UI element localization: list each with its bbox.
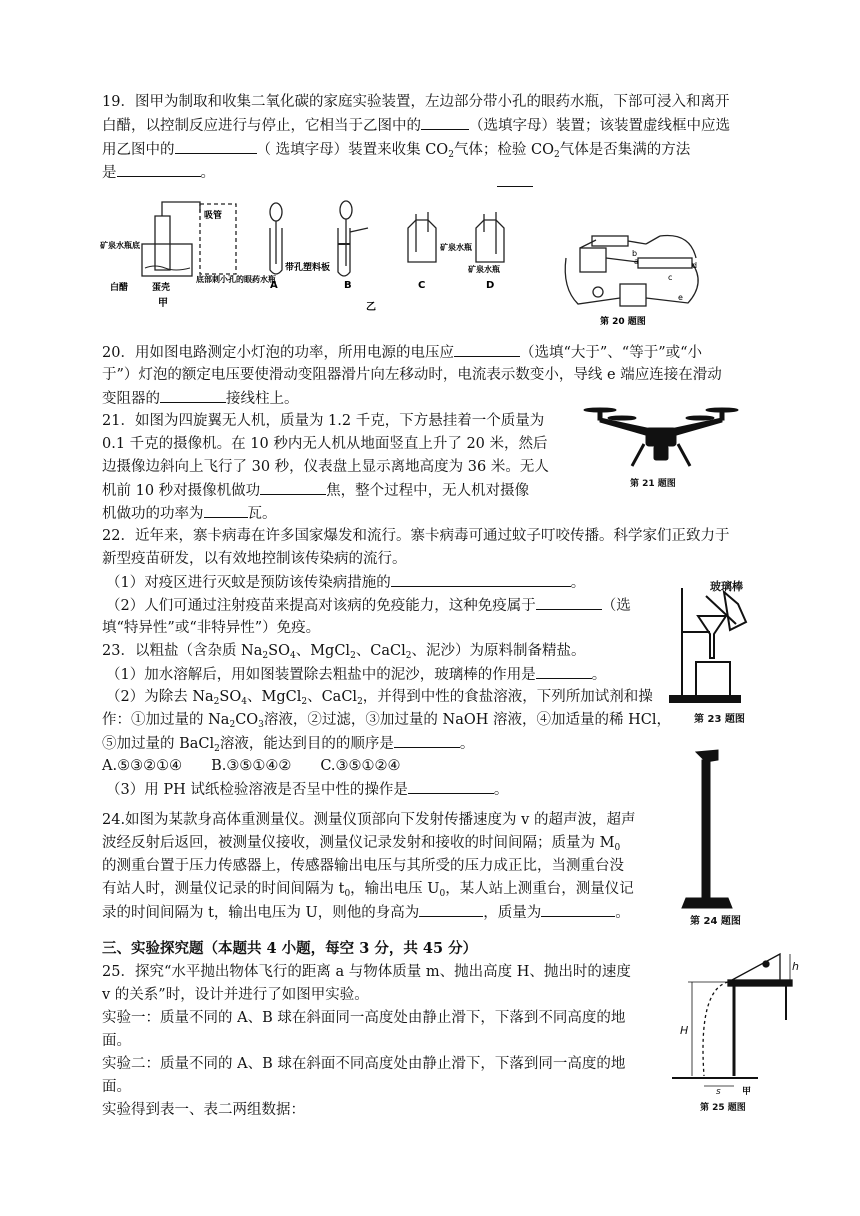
answer-blank[interactable] [260,480,326,495]
rheostat [638,258,692,268]
q21-line2: 0.1 千克的摄像机。在 10 秒内无人机从地面竖直上升了 20 米，然后 [102,436,548,452]
q20-line2: 于”）灯泡的额定电压要使滑动变阻器滑片向左移动时，电流表示数变小，导线 e 端应连接在滑动 [102,367,722,383]
q21-line1: 21．如图为四旋翼无人机，质量为 1.2 千克，下方悬挂着一个质量为 [102,413,545,429]
figure-23 [666,578,766,728]
q23-text: 、泥沙）为原料制备精盐。 [411,643,586,659]
voltmeter [620,284,646,306]
q19-text: 是 [102,165,117,181]
answer-blank[interactable] [454,342,520,357]
ball [763,961,769,967]
q24-text: ，输出电压 U [350,881,440,897]
answer-blank[interactable] [421,115,469,130]
q19-line2 [102,115,730,136]
label-B: B [344,280,352,291]
figure-20 [560,228,710,328]
subscript: 2 [350,651,356,661]
q22-line4 [106,595,631,616]
q19-line3 [102,139,690,160]
q21-line5 [102,503,277,524]
q19-text: 。 [200,165,215,181]
q25-line6: 面。 [102,1079,131,1095]
answer-blank[interactable] [394,733,460,748]
subscript: 0 [344,889,351,899]
answer-blank[interactable] [391,572,571,587]
q23-text: ，并得到中性的食盐溶液，下列所加试剂和操 [362,689,653,705]
q23-line5 [102,733,474,754]
ammeter [580,248,606,272]
q24-text: 有站人时，测量仪记录的时间间隔为 t [102,881,345,897]
switch [646,236,660,244]
stray-underline [497,186,533,187]
q23-line2 [106,664,606,685]
caption-25: 第 25 题图 [700,1103,746,1113]
q19-line4 [102,162,215,183]
q23-text: 、MgCl [295,643,351,659]
label-c: c [668,273,673,282]
figure-25 [668,950,798,1116]
q19-line1: 19．图甲为制取和收集二氧化碳的家庭实验装置，左边部分带小孔的眼药水瓶，下部可浸入和离开 [102,94,730,110]
label-kqsp1: 矿泉水瓶 [440,243,472,252]
caption-24: 第 24 题图 [690,916,741,927]
q22-text: （选 [601,598,631,614]
subscript: 2 [554,150,560,160]
q20-line3 [102,388,299,409]
q23-text: （2）为除去 Na [106,689,214,705]
q22-text: （1）对疫区进行灭蚊是预防该传染病措施的 [106,575,391,591]
q24-text: 。 [615,905,630,921]
bottle-D [476,220,504,262]
dropper-bottle [155,216,170,270]
q22-text: （2）人们可通过注射疫苗来提高对该病的免疫能力，这种免疫属于 [106,598,536,614]
subscript: 2 [214,744,220,754]
q19-text: 用乙图中的 [102,142,175,158]
q21-text: 瓦。 [247,506,277,522]
label-baicu: 白醋 [110,283,129,293]
label-d: d [692,261,698,270]
q23-options: A.⑤③②①④ B.③⑤①④② C.③⑤①②④ [102,758,401,774]
label-a: a [634,257,639,266]
q22-line3 [106,572,585,593]
q23-text: 、CaCl [307,689,358,705]
q25-line5: 实验二：质量不同的 A、B 球在斜面不同高度处由静止滑下，下落到同一高度的地 [102,1056,626,1072]
label-s: s [716,1087,721,1097]
q23-text: （3）用 PH 试纸检验溶液是否呈中性的操作是 [106,782,408,798]
answer-blank[interactable] [536,595,602,610]
q23-text: CO [235,712,259,728]
label-A: A [270,280,278,291]
q23-text: 、MgCl [246,689,302,705]
beaker [696,662,730,696]
label-dksl: 带孔塑料板 [285,263,331,273]
meter-base [682,898,732,908]
q23-line7 [106,779,508,800]
label-D: D [486,280,495,291]
subscript: 2 [448,150,454,160]
q24-line2 [102,833,620,853]
q20-text: （选填“大于”、“等于”或“小 [519,345,703,361]
q24-line4 [102,879,634,899]
q20-text: 变阻器的 [102,391,160,407]
label-ydxk: 底部刺小孔的眼药水瓶 [196,275,276,284]
label-jia: 甲 [158,298,168,309]
funnel [698,616,726,658]
figure-21-drone [586,400,736,492]
caption-21: 第 21 题图 [630,479,676,489]
answer-blank[interactable] [117,162,201,177]
subscript: 0 [614,843,621,853]
q23-text: 溶液，②过滤，③加过量的 NaOH 溶液，④加适量的稀 HCl， [263,712,671,728]
q25-line2: v 的关系”时，设计并进行了如图甲实验。 [102,987,369,1003]
subscript: 2 [262,651,269,661]
label-e: e [678,293,683,302]
q23-text: 。 [591,667,607,683]
meter-pole [702,760,710,900]
q20-text: 20．用如图电路测定小灯泡的功率，所用电源的电压应 [102,345,454,361]
subscript: 3 [258,720,264,730]
label-C: C [418,280,426,291]
bulb [593,287,603,297]
q20-text: 接线柱上。 [226,391,299,407]
q23-text: 23．以粗盐（含杂质 Na [102,643,263,659]
bottle-C [408,220,436,262]
subscript: 2 [229,720,236,730]
answer-blank[interactable] [541,902,615,917]
subscript: 2 [405,651,412,661]
q19-text: 气体是否集满的方法 [559,142,691,158]
answer-blank[interactable] [408,779,494,794]
label-kqsp2: 矿泉水瓶 [468,265,500,274]
q21-text: 机做功的功率为 [102,506,204,522]
q22-line5: 填“特异性”或“非特异性”）免疫。 [102,620,321,636]
caption-20: 第 20 题图 [600,317,646,327]
q24-text: 波经反射后返回，被测量仪接收，测量仪记录发射和接收的时间间隔；质量为 M [102,835,615,851]
q23-text: SO [268,643,290,659]
q24-text: ，某人站上测重台，测量仪记 [445,881,634,897]
q23-text: SO [219,689,242,705]
q24-line3: 的测重台置于压力传感器上，传感器输出电压与其所受的压力成正比，当测重台没 [102,858,624,874]
q22-text: 。 [570,575,586,591]
q19-text: 气体；检验 CO [453,142,555,158]
q25-line4: 面。 [102,1033,131,1049]
answer-blank[interactable] [175,139,257,154]
q21-text: 机前 10 秒对摄像机做功 [102,483,261,499]
label-H: H [680,1024,689,1037]
label-xipguan: 吸管 [204,211,223,221]
q23-text: 作：①加过量的 Na [102,712,230,728]
label-glass-rod: 玻璃棒 [710,580,743,593]
subscript: 4 [241,697,247,707]
q25-line3: 实验一：质量不同的 A、B 球在斜面同一高度处由静止滑下，下落到不同高度的地 [102,1010,626,1026]
glass-rod [706,596,736,624]
answer-blank[interactable] [160,388,226,403]
q22-line1: 22．近年来，寨卡病毒在许多国家爆发和流行。寨卡病毒可通过蚊子叮咬传播。科学家们正致力于 [102,528,730,544]
straw [162,202,200,216]
label-b: b [632,249,638,258]
q21-line4 [102,480,529,501]
figure-19 [100,192,530,320]
trajectory [703,982,728,1076]
q23-text: 。 [493,782,509,798]
q19-text: 白醋，以控制反应进行与停止，它相当于乙图中的 [102,118,421,134]
q23-text: 。 [459,736,475,752]
caption-23: 第 23 题图 [694,714,745,725]
q24-line5 [102,902,630,923]
section-3-title: 三、实验探究题（本题共 4 小题，每空 3 分，共 45 分） [102,940,478,957]
label-yi: 乙 [366,302,376,313]
q20-line1 [102,342,702,363]
answer-blank[interactable] [536,664,592,679]
bottle-base [142,244,192,276]
q25-line1: 25．探究“水平抛出物体飞行的距离 a 与物体质量 m、抛出高度 H、抛出时的速度 [102,964,631,980]
q23-line4 [102,710,671,730]
ramp [732,954,780,980]
q22-line2: 新型疫苗研发，以有效地控制该传染病的流行。 [102,551,407,567]
q21-text: 焦，整个过程中，无人机对摄像 [326,483,530,499]
q23-text: ⑤加过量的 BaCl [102,736,215,752]
label-danke: 蛋壳 [152,283,171,293]
q23-line3 [106,687,653,707]
table-top [728,980,792,986]
q23-text: （1）加水溶解后，用如图装置除去粗盐中的泥沙，玻璃棒的作用是 [106,667,536,683]
answer-blank[interactable] [419,902,483,917]
q23-text: 、CaCl [355,643,406,659]
q23-text: 溶液，能达到目的的顺序是 [219,736,394,752]
subscript: 2 [301,697,308,707]
subscript: 4 [289,651,296,661]
q24-text: ，质量为 [483,905,542,921]
answer-blank[interactable] [204,503,248,518]
subscript: 2 [213,697,220,707]
q25-line7: 实验得到表一、表二两组数据： [102,1102,305,1118]
subscript: 2 [357,697,363,707]
q23-line1 [102,641,586,661]
tube-B [338,228,350,276]
q24-text: 录的时间间隔为 t，输出电压为 U，则他的身高为 [102,905,420,921]
q21-line3: 边摄像边斜向上飞行了 30 秒，仪表盘上显示离地高度为 36 米。无人 [102,459,549,475]
q19-text: （选填字母）装置；该装置虚线框中应选 [469,118,730,134]
figure-24 [666,748,766,930]
label-jia: 甲 [742,1087,752,1097]
battery [592,236,628,246]
label-kqs: 矿泉水瓶底 [100,241,140,250]
q19-text: （ 选填字母）装置来收集 CO [256,142,449,158]
q24-line1: 24.如图为某款身高体重测量仪。测量仪顶部向下发射传播速度为 v 的超声波，超声 [102,812,636,828]
label-h: h [792,960,799,973]
subscript: 0 [439,889,446,899]
